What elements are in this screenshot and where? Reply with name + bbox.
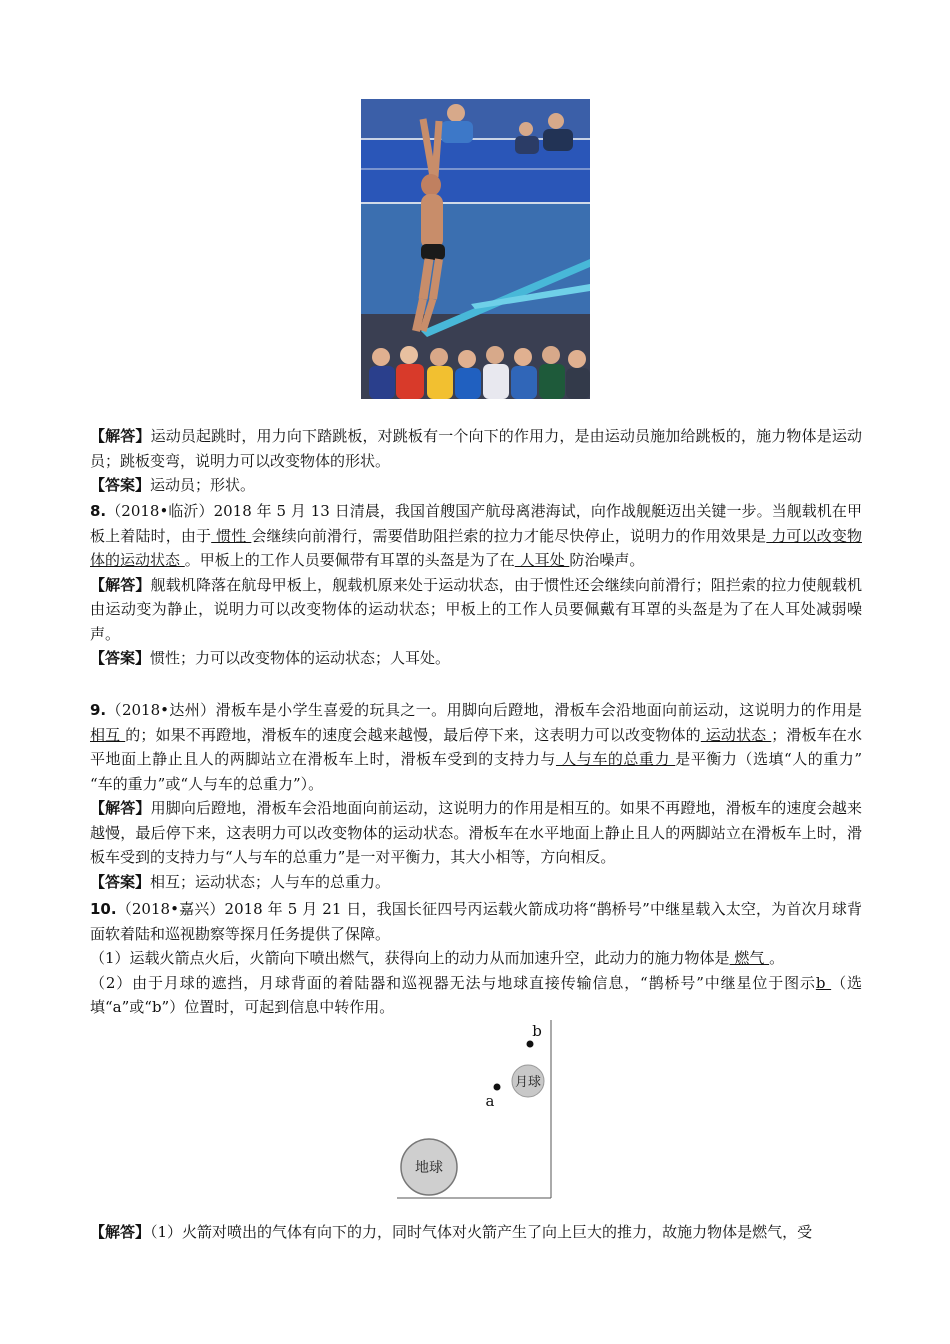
question-text: 。 — [769, 949, 785, 967]
solution-tag: 【解答】 — [90, 575, 151, 594]
solution-tag: 【解答】 — [90, 427, 151, 445]
solution-text: 舰载机降落在航母甲板上，舰载机原来处于运动状态，由于惯性还会继续向前滑行；阻拦索的拉力使舰载机由运动变为静止，说明力可以改变物体的运动状态；甲板上的工作人员要佩戴有耳罩的头盔是为了在人耳处减弱噪声。 — [90, 575, 862, 643]
answer-blank: 力可以改变物体的运动状态 — [90, 526, 862, 569]
earth-moon-diagram — [397, 1020, 552, 1200]
solution-text: 用脚向后蹬地，滑板车会沿地面向前运动，这说明力的作用是相互的。如果不再蹬地，滑板车的速度会越来越慢，最后停下来，这表明力可以改变物体的运动状态。滑板车在水平地面上静止且人的两脚站立在滑板车上时，滑板车受到的支持力与“人与车的总重力”是一对平衡力，其大小相等，方向相反。 — [90, 799, 862, 866]
question-8 — [90, 499, 862, 671]
question-text: 的；如果不再蹬地，滑板车的速度会越来越慢，最后停下来，这表明力可以改变物体的 — [125, 725, 701, 744]
answer-blank: 惯性 — [211, 526, 252, 545]
answer-tag: 【答案】 — [90, 476, 151, 494]
solution-7 — [90, 424, 862, 498]
point-a-marker — [494, 1084, 501, 1091]
moon-label: 月球 — [514, 1075, 542, 1090]
question-number: 10. — [90, 900, 117, 918]
question-text: 是平衡力（选填“人的重力” “车的重力”或“人与车的总重力”）。 — [90, 750, 862, 793]
question-text: 防治噪声。 — [569, 551, 645, 569]
answer-blank: 人耳处 — [514, 551, 570, 569]
earth-label: 地球 — [415, 1160, 443, 1176]
solution-10 — [90, 1220, 862, 1245]
diver-photo — [361, 99, 590, 399]
question-text: （1）运载火箭点火后，火箭向下喷出燃气，获得向上的动力从而加速升空，此动力的施力物体是 — [90, 949, 730, 967]
question-text: （2018•嘉兴）2018 年 5 月 21 日，我国长征四号丙运载火箭成功将“鹊桥号”中继星载入太空，为首次月球背面软着陆和巡视勘察等探月任务提供了保障。 — [90, 900, 862, 943]
answer-blank: 人与车的总重力 — [555, 750, 676, 768]
question-text: 。甲板上的工作人员要佩带有耳罩的头盔是为了在 — [184, 551, 515, 569]
answer-blank: 相互 — [90, 725, 126, 744]
answer-blank: b — [815, 973, 832, 992]
question-10 — [90, 897, 862, 1020]
answer-tag: 【答案】 — [90, 649, 151, 667]
question-number: 9. — [90, 701, 107, 719]
answer-tag: 【答案】 — [90, 872, 151, 891]
point-a-label: a — [485, 1092, 495, 1110]
solution-tag: 【解答】 — [90, 1223, 151, 1241]
answer-blank: 燃气 — [729, 949, 770, 967]
solution-tag: 【解答】 — [90, 799, 151, 817]
question-text: （2018•达州）滑板车是小学生喜爱的玩具之一。用脚向后蹬地，滑板车会沿地面向前运动，这说明力的作用是 — [106, 701, 862, 719]
answer-text: 惯性；力可以改变物体的运动状态；人耳处。 — [150, 649, 451, 667]
solution-text: 运动员起跳时，用力向下踏跳板，对跳板有一个向下的作用力，是由运动员施加给跳板的，施力物体是运动员；跳板变弯，说明力可以改变物体的形状。 — [90, 427, 862, 470]
answer-text: 运动员；形状。 — [150, 476, 256, 494]
point-b-label: b — [532, 1022, 542, 1040]
question-text: 会继续向前滑行，需要借助阻拦索的拉力才能尽快停止，说明力的作用效果是 — [251, 526, 767, 545]
question-text: ；滑板车在水平地面上静止且人的两脚站立在滑板车上时，滑板车受到的支持力与 — [90, 725, 862, 768]
answer-text: 相互；运动状态；人与车的总重力。 — [150, 872, 391, 891]
question-number: 8. — [90, 502, 107, 520]
question-text: （选填“a”或“b”）位置时，可起到信息中转作用。 — [90, 973, 862, 1016]
answer-blank: 运动状态 — [700, 725, 772, 744]
question-text: （2018•临沂）2018 年 5 月 13 日清晨，我国首艘国产航母离港海试，向作战舰艇迈出关键一步。当舰载机在甲板上着陆时，由于 — [90, 502, 862, 545]
point-b-marker — [527, 1041, 534, 1048]
question-9 — [90, 698, 862, 894]
solution-text: （1）火箭对喷出的气体有向下的力，同时气体对火箭产生了向上巨大的推力，故施力物体是燃气，受 — [150, 1223, 813, 1241]
question-text: （2）由于月球的遮挡，月球背面的着陆器和巡视器无法与地球直接传输信息，“鹊桥号”中继星位于图示 — [90, 973, 816, 992]
